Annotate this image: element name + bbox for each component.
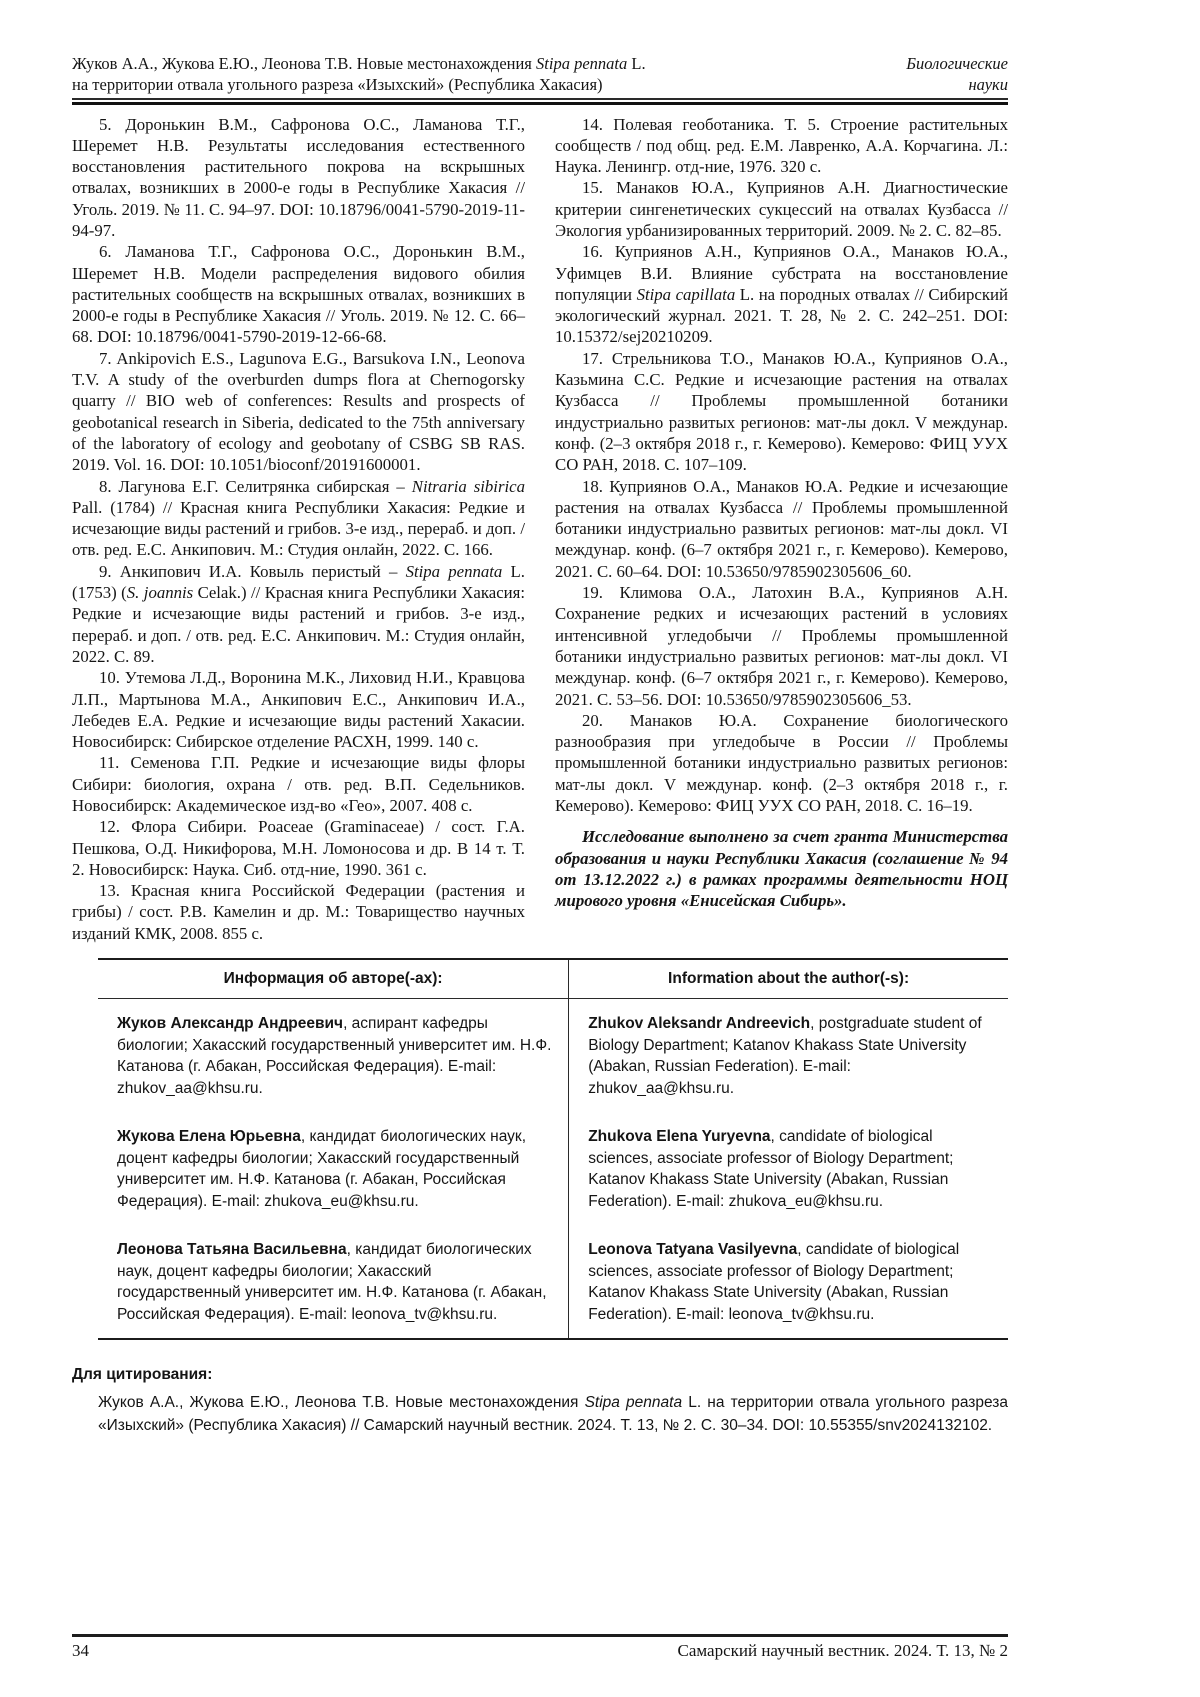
authors-table-header-row — [98, 959, 1008, 999]
reference-item: 10. Утемова Л.Д., Воронина М.К., Лиховид Н.И., Кравцова Л.П., Мартынова М.А., Анкипович Е.С., Анкипович И.А., Лебедев Е.А. Редкие и исчезающие виды растений Хакасии. Новосибирск: Сибирское отделение РАСХН, 1999. 140 с. — [72, 668, 525, 752]
references-column-right — [555, 114, 1008, 945]
reference-item: 5. Доронькин В.М., Сафронова О.С., Ламанова Т.Г., Шеремет Н.В. Результаты исследования естественного восстановления растительного покрова на вскрышных отвалах, возникших в 2000-е годы в Республике Хакасия // Уголь. 2019. № 11. С. 94–97. DOI: 10.18796/0041-5790-2019-11-94-97. — [72, 114, 525, 240]
reference-item: 20. Манаков Ю.А. Сохранение биологического разнообразия при угледобыче в России // Проблемы промышленной ботаники индустриально развитых регионов: мат-лы докл. V междунар. конф. (2–3 октября 2018 г., г. Кемерово). Кемерово: ФИЦ УУХ СО РАН, 2018. С. 16–19. — [555, 710, 1008, 815]
funding-note: Исследование выполнено за счет гранта Министерства образования и науки Республики Хакасия (соглашение № 94 от 13.12.2022 г.) в рамках программы деятельности НОЦ мирового уровня «Енисейская Сибирь». — [555, 827, 1008, 911]
footer-row — [72, 1640, 1008, 1662]
running-title — [72, 54, 646, 95]
reference-item: 14. Полевая геоботаника. Т. 5. Строение растительных сообществ / под общ. ред. Е.М. Лавренко, А.А. Корчагина. Л.: Наука. Ленингр. отд-ние, 1976. 320 с. — [555, 114, 1008, 177]
citation-text: Жуков А.А., Жукова Е.Ю., Леонова Т.В. Новые местонахождения Stipa pennata L. на территории отвала угольного разреза «Изыхский» (Республика Хакасия) // Самарский научный вестник. 2024. Т. 13, № 2. С. 30–34. DOI: 10.55355/snv2024132102. — [98, 1394, 1008, 1434]
author-row-leonova — [98, 1225, 1008, 1339]
authors-table-head — [98, 959, 1008, 999]
reference-item: 18. Куприянов О.А., Манаков Ю.А. Редкие и исчезающие растения на отвалах Кузбасса // Проблемы промышленной ботаники индустриально развитых регионов: мат-лы докл. VI междунар. конф. (6–7 октября 2021 г., г. Кемерово). Кемерово, 2021. С. 60–64. DOI: 10.53650/9785902305606_60. — [555, 476, 1008, 581]
authors-table-header-ru: Информация об авторе(-ах): — [98, 959, 569, 999]
references-section — [72, 114, 1008, 945]
section-name-line1: Биологические — [906, 54, 1008, 73]
author-row-zhukov — [98, 999, 1008, 1113]
citation-section — [72, 1366, 1008, 1437]
author-info-en: Leonova Tatyana Vasilyevna, candidate of biological sciences, associate professor of Biology Department; Katanov Khakass State University (Abakan, Russian Federation). E-mail: leonova_tv@khsu.ru. — [588, 1241, 960, 1323]
section-name-line2: науки — [968, 74, 1008, 94]
section-name — [906, 54, 1008, 95]
author-info-ru: Леонова Татьяна Васильевна, кандидат биологических наук, доцент кафедры биологии; Хакасский государственный университет им. Н.Ф. Катанова (г. Абакан, Российская Федерация). E-mail: leonova_tv@khsu.ru. — [98, 1225, 569, 1339]
reference-item: 8. Лагунова Е.Г. Селитрянка сибирская – Nitraria sibirica Pall. (1784) // Красная книга Республики Хакасия: Редкие и исчезающие виды растений и грибов. 3-е изд., перераб. и доп. / отв. ред. Е.С. Анкипович. М.: Студия онлайн, 2022. С. 166. — [72, 476, 525, 560]
authors-table-body — [98, 999, 1008, 1340]
authors-table — [98, 958, 1008, 1340]
references-column-left — [72, 114, 525, 945]
author-row-zhukova — [98, 1112, 1008, 1225]
running-header — [72, 54, 1008, 95]
author-info-en: Zhukov Aleksandr Andreevich, postgraduate student of Biology Department; Katanov Khakass State University (Abakan, Russian Federation). E-mail: zhukov_aa@khsu.ru. — [588, 1015, 982, 1097]
reference-item: 6. Ламанова Т.Г., Сафронова О.С., Доронькин В.М., Шеремет Н.В. Модели распределения видового обилия растительных сообществ на вскрышных отвалах, возникших в 2000-е годы в Республике Хакасия // Уголь. 2019. № 12. С. 66–68. DOI: 10.18796/0041-5790-2019-12-66-68. — [72, 242, 525, 347]
author-info-ru: Жукова Елена Юрьевна, кандидат биологических наук, доцент кафедры биологии; Хакасский государственный университет им. Н.Ф. Катанова (г. Абакан, Российская Федерация). E-mail: zhukova_eu@khsu.ru. — [98, 1112, 569, 1225]
authors-table-header-en: Information about the author(-s): — [569, 959, 1008, 999]
footer-rule — [72, 1634, 1008, 1637]
reference-item: 16. Куприянов А.Н., Куприянов О.А., Манаков Ю.А., Уфимцев В.И. Влияние субстрата на восстановление популяции Stipa capillata L. на породных отвалах // Сибирский экологический журнал. 2021. Т. 28, № 2. С. 242–251. DOI: 10.15372/sej20210209. — [555, 242, 1008, 347]
journal-info: Самарский научный вестник. 2024. Т. 13, № 2 — [677, 1640, 1008, 1660]
references-list-right — [555, 114, 1008, 817]
header-rule — [72, 98, 1008, 105]
reference-item: 19. Климова О.А., Латохин В.А., Куприянов А.Н. Сохранение редких и исчезающих растений в условиях интенсивной угледобычи // Проблемы промышленной ботаники индустриально развитых регионов: мат-лы докл. VI междунар. конф. (6–7 октября 2021 г., г. Кемерово). Кемерово, 2021. С. 53–56. DOI: 10.53650/9785902305606_53. — [555, 583, 1008, 709]
reference-item: 15. Манаков Ю.А., Куприянов А.Н. Диагностические критерии сингенетических сукцессий на отвалах Кузбасса // Экология урбанизированных территорий. 2009. № 2. С. 82–85. — [555, 178, 1008, 240]
page-number: 34 — [72, 1640, 89, 1660]
header-rule-thin-line — [72, 98, 1008, 100]
reference-item: 12. Флора Сибири. Poaceae (Graminaceae) / сост. Г.А. Пешкова, О.Д. Никифорова, М.Н. Ломоносова и др. В 14 т. Т. 2. Новосибирск: Наука. Сиб. отд-ние, 1990. 361 с. — [72, 817, 525, 879]
reference-item: 13. Красная книга Российской Федерации (растения и грибы) / сост. Р.В. Камелин и др. М.: Товарищество научных изданий КМК, 2008. 855 с. — [72, 881, 525, 943]
page-footer — [72, 1634, 1008, 1662]
reference-item: 17. Стрельникова Т.О., Манаков Ю.А., Куприянов О.А., Казьмина С.С. Редкие и исчезающие растения на отвалах Кузбасса // Проблемы промышленной ботаники индустриально развитых регионов: мат-лы докл. V междунар. конф. (2–3 октября 2018 г., г. Кемерово). Кемерово: ФИЦ УУХ СО РАН, 2018. С. 107–109. — [555, 348, 1008, 475]
header-rule-thick-line — [72, 102, 1008, 105]
citation-label: Для цитирования: — [72, 1366, 213, 1384]
reference-item: 7. Ankipovich E.S., Lagunova E.G., Barsukova I.N., Leonova T.V. A study of the overburden dumps flora at Chernogorsky quarry // BIO web of conferences: Results and prospects of geobotanical research in Siberia, dedicated to the 75th anniversary of the laboratory of ecology and geobotany of CSBG SB RAS. 2019. Vol. 16. DOI: 10.1051/bioconf/20191600001. — [72, 348, 525, 475]
author-info-en: Zhukova Elena Yuryevna, candidate of biological sciences, associate professor of Biology Department; Katanov Khakass State University (Abakan, Russian Federation). E-mail: zhukova_eu@khsu.ru. — [588, 1128, 954, 1210]
running-title-line1: Жуков А.А., Жукова Е.Ю., Леонова Т.В. Новые местонахождения Stipa pennata L. — [72, 54, 646, 73]
running-title-line2: на территории отвала угольного разреза «Изыхский» (Республика Хакасия) — [72, 74, 603, 94]
author-info-ru: Жуков Александр Андреевич, аспирант кафедры биологии; Хакасский государственный университет им. Н.Ф. Катанова (г. Абакан, Российская Федерация). E-mail: zhukov_aa@khsu.ru. — [98, 999, 569, 1113]
reference-item: 11. Семенова Г.П. Редкие и исчезающие виды флоры Сибири: биология, охрана / отв. ред. В.П. Седельников. Новосибирск: Академическое изд-во «Гео», 2007. 408 с. — [72, 753, 525, 815]
reference-item: 9. Анкипович И.А. Ковыль перистый – Stipa pennata L. (1753) (S. joannis Celak.) // Красная книга Республики Хакасия: Редкие и исчезающие виды растений и грибов. 3-е изд., перераб. и доп. / отв. ред. Е.С. Анкипович. М.: Студия онлайн, 2022. С. 89. — [72, 561, 526, 666]
